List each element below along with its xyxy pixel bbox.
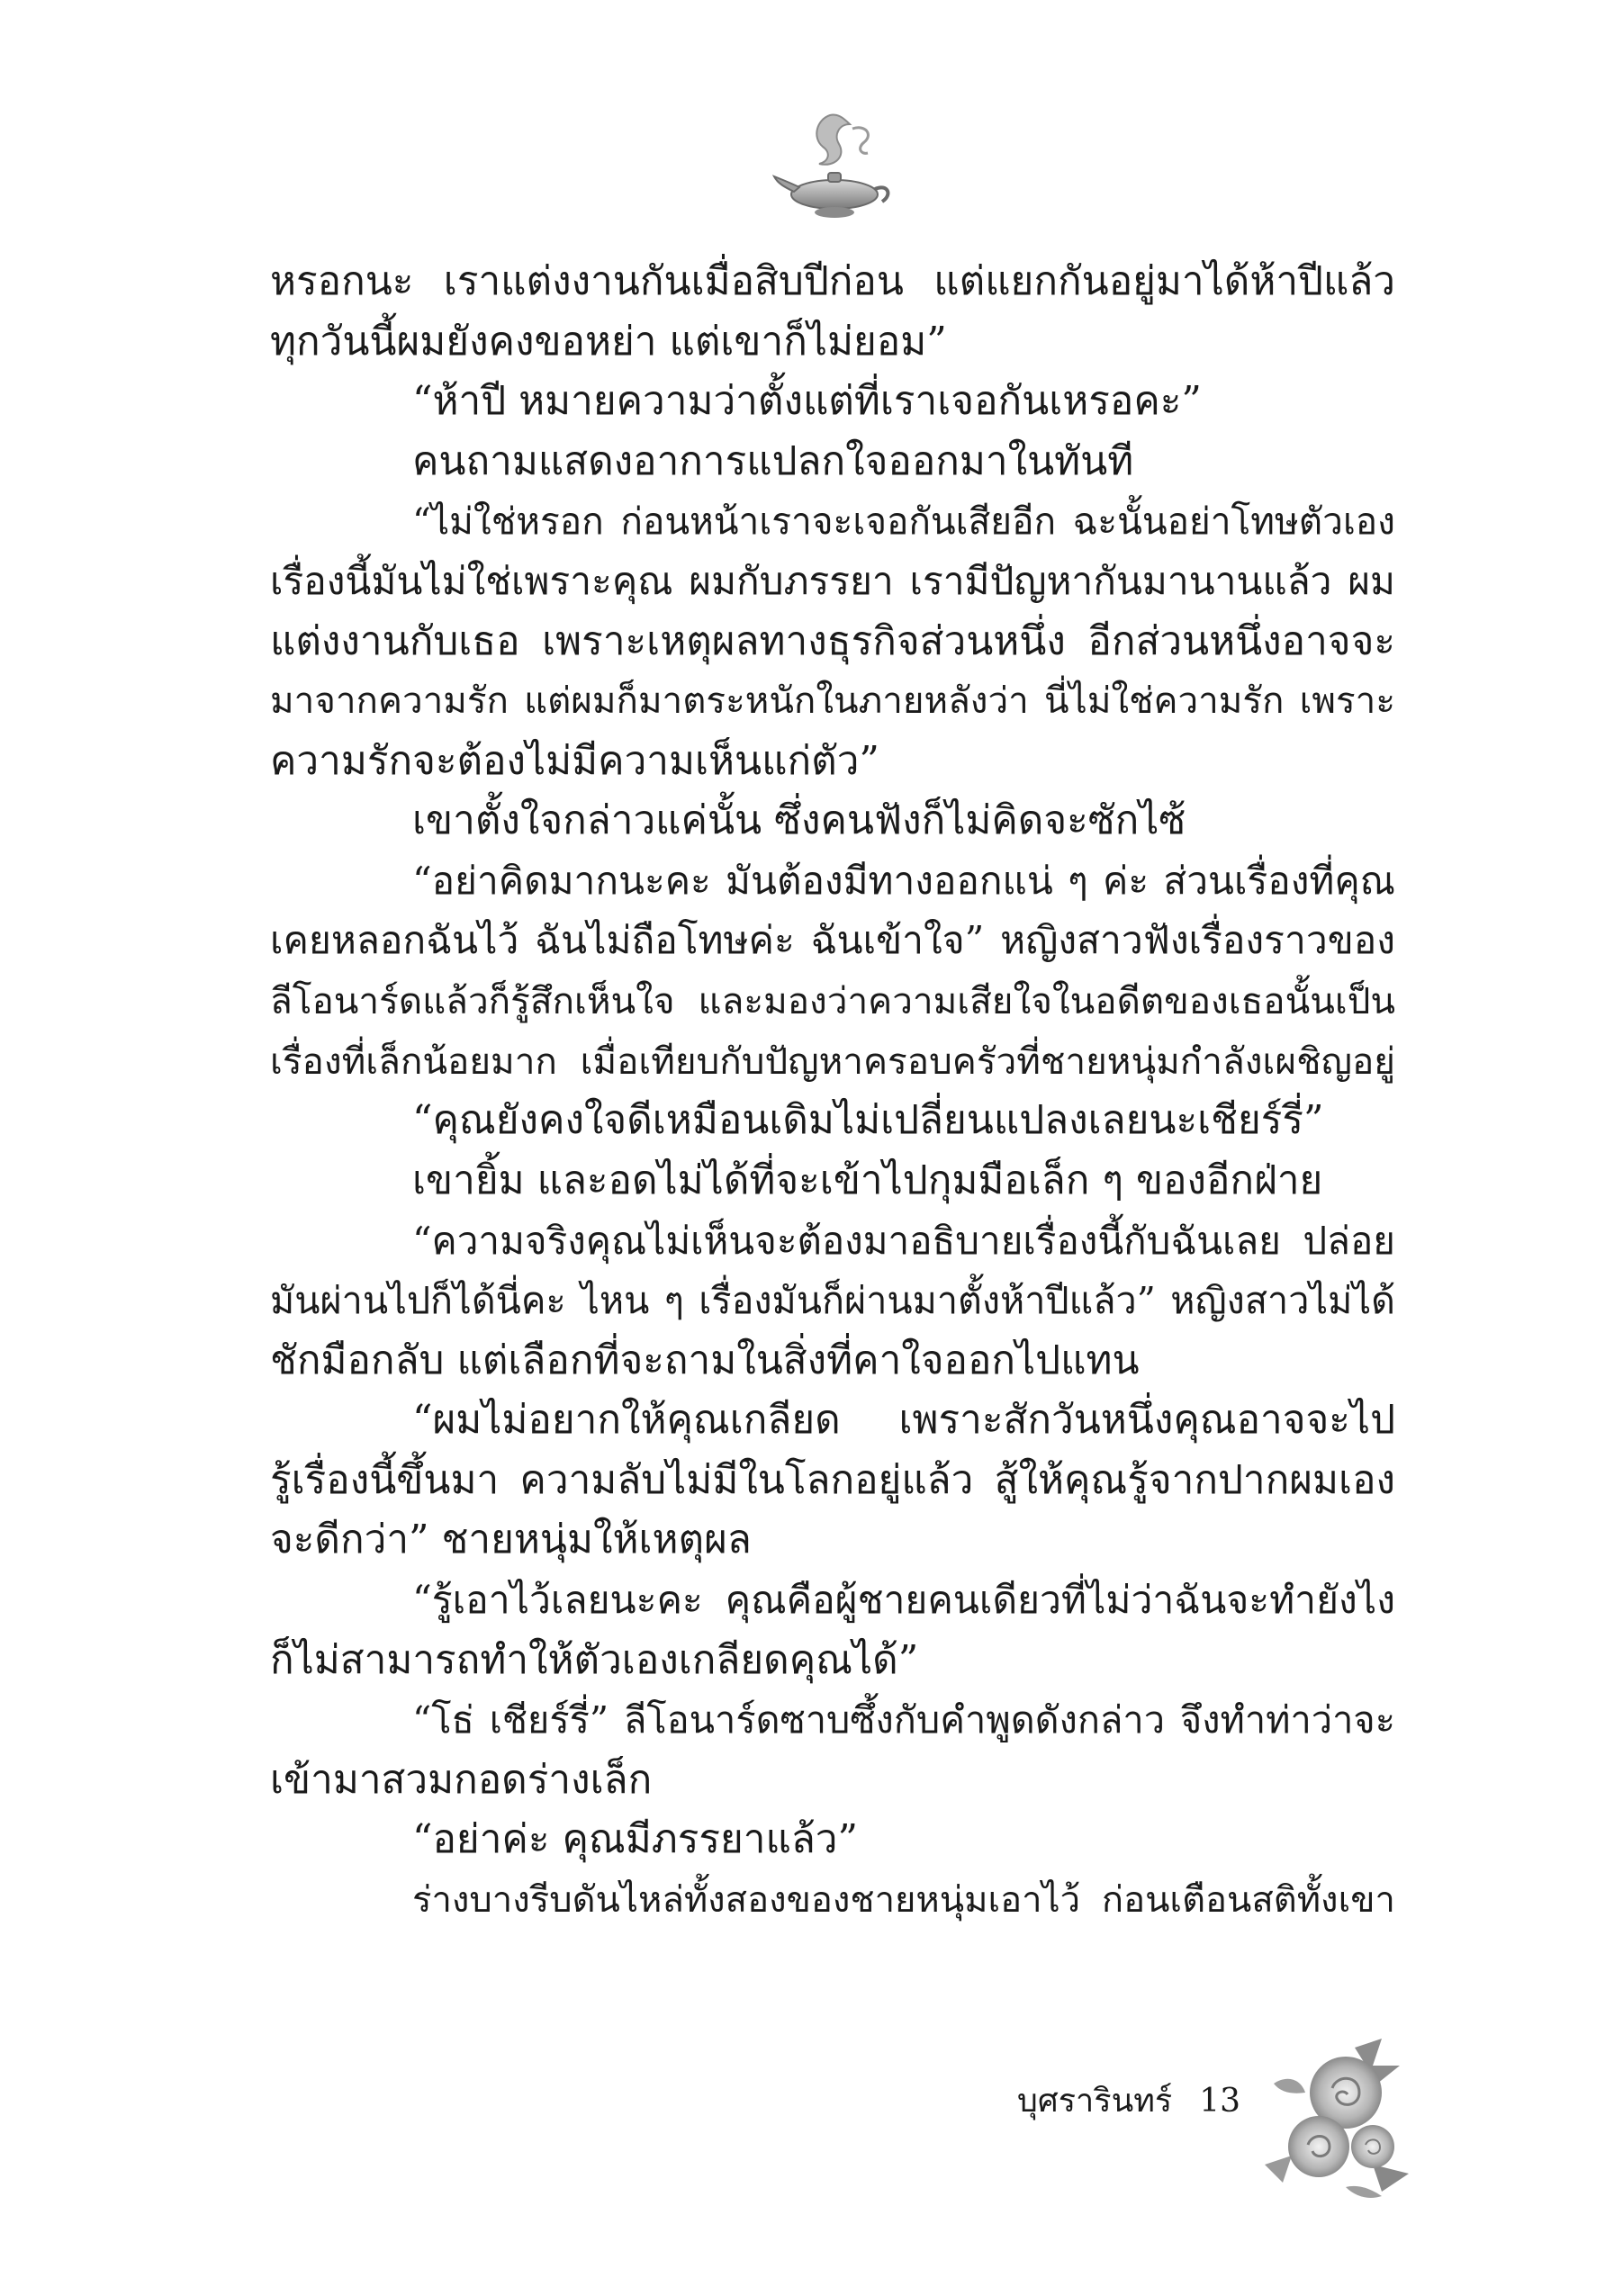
- text-line: แต่งงานกับเธอ เพราะเหตุผลทางธุรกิจส่วนหนึ่ง อีกส่วนหนึ่งอาจจะ: [270, 617, 1395, 664]
- text-line: ความรักจะต้องไม่มีความเห็นแก่ตัว”: [270, 737, 879, 784]
- text-line: มาจากความรัก แต่ผมก็มาตระหนักในภายหลังว่า นี่ไม่ใช่ความรัก เพราะ: [270, 680, 1395, 723]
- text-line: “ห้าปี หมายความว่าตั้งแต่ที่เราเจอกันเหรอคะ”: [412, 378, 1202, 425]
- text-line: “ผมไม่อยากให้คุณเกลียด เพราะสักวันหนึ่งคุณอาจจะไป: [412, 1397, 1395, 1444]
- genie-lamp-icon: [767, 97, 902, 232]
- text-line: ร่างบางรีบดันไหล่ทั้งสองของชายหนุ่มเอาไว้ ก่อนเตือนสติทั้งเขา: [412, 1879, 1395, 1922]
- text-line: ชักมือกลับ แต่เลือกที่จะถามในสิ่งที่คาใจออกไปแทน: [270, 1337, 1140, 1383]
- text-line: “อย่าคิดมากนะคะ มันต้องมีทางออกแน่ ๆ ค่ะ ส่วนเรื่องที่คุณ: [412, 858, 1395, 903]
- text-line: เรื่องนี้มันไม่ใช่เพราะคุณ ผมกับภรรยา เรามีปัญหากันมานานแล้ว ผม: [270, 558, 1395, 603]
- text-line: “ความจริงคุณไม่เห็นจะต้องมาอธิบายเรื่องนี้กับฉันเลย ปล่อย: [412, 1218, 1395, 1263]
- text-line: จะดีกว่า” ชายหนุ่มให้เหตุผล: [270, 1517, 752, 1563]
- text-line: “โธ่ เชียร์รี่” ลีโอนาร์ดซาบซึ้งกับคำพูดดังกล่าว จึงทำท่าว่าจะ: [412, 1697, 1395, 1742]
- text-line: หรอกนะ เราแต่งงานกันเมื่อสิบปีก่อน แต่แยกกันอยู่มาได้ห้าปีแล้ว: [270, 258, 1395, 304]
- author-name: บุศรารินทร์: [1017, 2083, 1173, 2120]
- text-line: เคยหลอกฉันไว้ ฉันไม่ถือโทษค่ะ ฉันเข้าใจ” หญิงสาวฟังเรื่องราวของ: [270, 918, 1395, 963]
- text-line: ทุกวันนี้ผมยังคงขอหย่า แต่เขาก็ไม่ยอม”: [270, 318, 947, 365]
- text-line: รู้เรื่องนี้ขึ้นมา ความลับไม่มีในโลกอยู่แล้ว สู้ให้คุณรู้จากปากผมเอง: [270, 1456, 1395, 1503]
- body-text: [270, 252, 1395, 1931]
- text-line: ลีโอนาร์ดแล้วก็รู้สึกเห็นใจ และมองว่าความเสียใจในอดีตของเธอนั้นเป็น: [270, 979, 1395, 1023]
- text-line: มันผ่านไปก็ได้นี่คะ ไหน ๆ เรื่องมันก็ผ่านมาตั้งห้าปีแล้ว” หญิงสาวไม่ได้: [270, 1279, 1395, 1323]
- page-number: 13: [1199, 2083, 1241, 2120]
- text-line: “ไม่ใช่หรอก ก่อนหน้าเราจะเจอกันเสียอีก ฉะนั้นอย่าโทษตัวเอง: [412, 500, 1395, 544]
- rose-icon: [1247, 2030, 1418, 2210]
- text-line: เรื่องที่เล็กน้อยมาก เมื่อเทียบกับปัญหาครอบครัวที่ชายหนุ่มกำลังเผชิญอยู่: [270, 1039, 1395, 1083]
- text-line: เขาตั้งใจกล่าวแค่นั้น ซึ่งคนฟังก็ไม่คิดจะซักไซ้: [412, 797, 1186, 844]
- text-line: เขายิ้ม และอดไม่ได้ที่จะเข้าไปกุมมือเล็ก ๆ ของอีกฝ่าย: [412, 1157, 1323, 1203]
- text-line: ก็ไม่สามารถทำให้ตัวเองเกลียดคุณได้”: [270, 1636, 919, 1683]
- page-footer: [1017, 2079, 1240, 2124]
- text-line: “คุณยังคงใจดีเหมือนเดิมไม่เปลี่ยนแปลงเลยนะเชียร์รี่”: [412, 1097, 1324, 1144]
- text-line: “รู้เอาไว้เลยนะคะ คุณคือผู้ชายคนเดียวที่ไม่ว่าฉันจะทำยังไง: [412, 1578, 1395, 1624]
- text-line: คนถามแสดงอาการแปลกใจออกมาในทันที: [412, 437, 1134, 484]
- text-line: “อย่าค่ะ คุณมีภรรยาแล้ว”: [412, 1816, 858, 1863]
- text-line: เข้ามาสวมกอดร่างเล็ก: [270, 1756, 653, 1803]
